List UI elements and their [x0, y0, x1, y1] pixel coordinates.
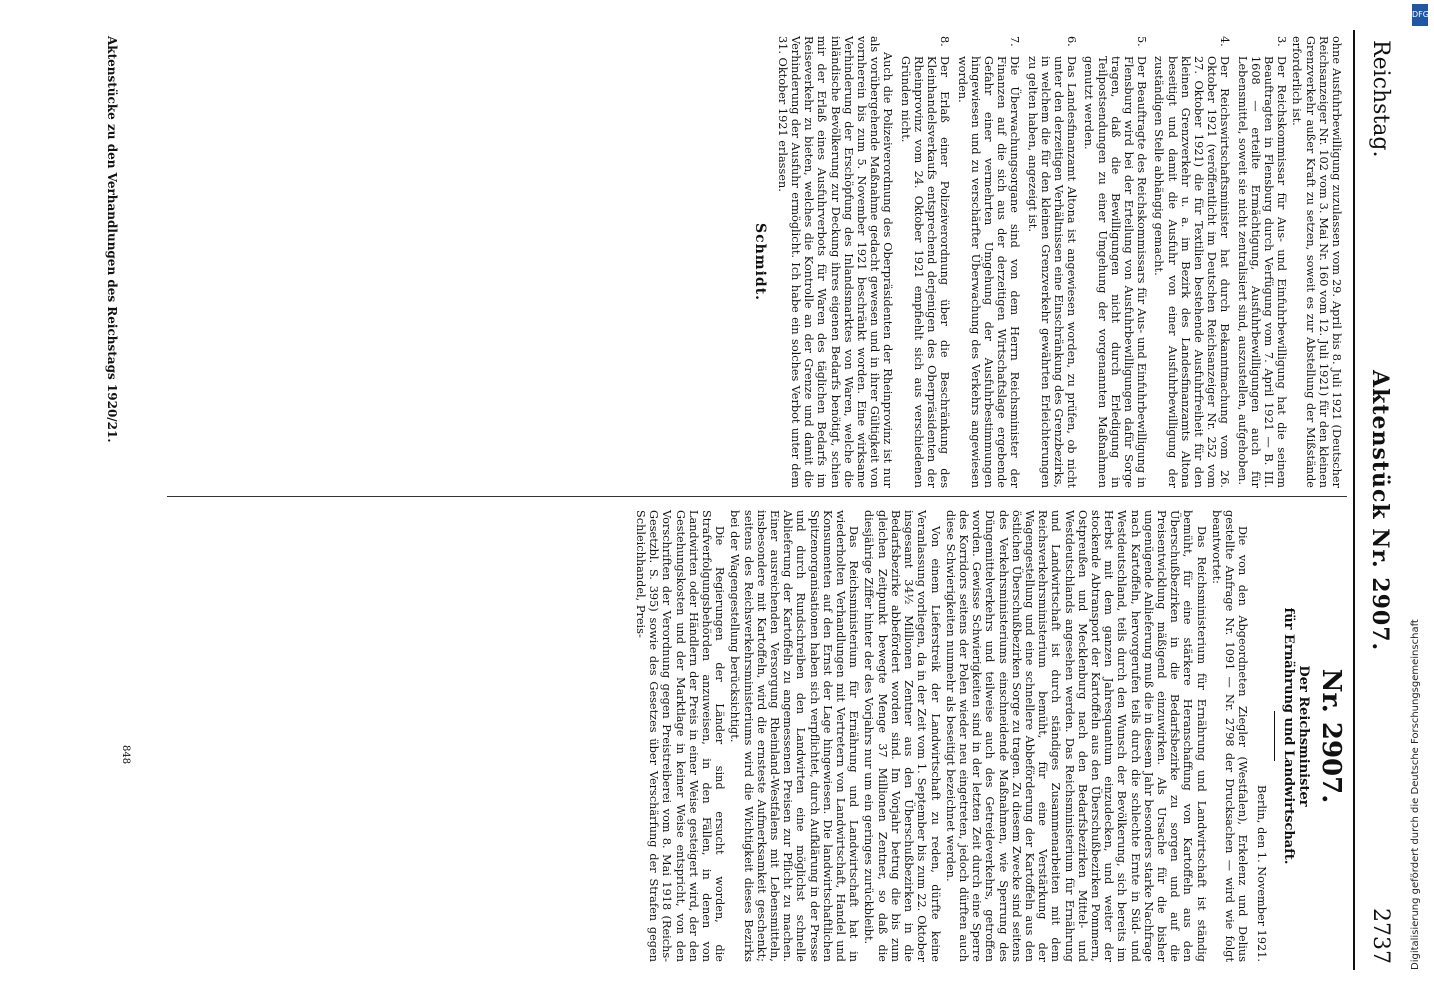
body-paragraph: Die von den Abgeordneten Ziegler (Westfalen), Erkelenz und Delius gestellte Anfrage Nr. 1091 — Nr. 2798 der Drucksachen — wird wie folgt beantwortet:	[1209, 510, 1250, 962]
right-column	[632, 510, 1346, 962]
header-title: Aktenstück Nr. 2907.	[1367, 370, 1393, 652]
page-code: 848	[120, 745, 131, 765]
digitization-credit: Digitalisierung gefördert durch die Deutsche Forschungsgemeinschaft	[1410, 619, 1421, 970]
column-divider	[167, 496, 1347, 497]
header-left: Reichstag.	[1368, 40, 1393, 158]
page-header	[1359, 30, 1399, 970]
left-column	[752, 36, 1343, 488]
short-rule	[1274, 711, 1275, 761]
body-paragraph: Von einem Lieferstreik der Landwirtschaft zu reden, dürfte keine Veranlassung vorliegen, da in der Zeit vom 1. September bis zum 22. Oktober insgesamt 34½ Millionen Zentner aus den Überschußbezirken in die Bedarfsbezirke abbefördert worden sind. Im Vorjahr betrug die bis zum gleichen Zeitpunkt bewegte Menge 37 Millionen Zentner, so daß die diesjährige Ziffer hinter der des Vorjahrs nur um ein geringes zurückbleibt.	[862, 510, 942, 962]
page-number: 2737	[1368, 908, 1393, 964]
body-paragraph: Das Reichsministerium für Ernährung und Landwirtschaft ist ständig bemüht, für eine stärkere Heranschaffung von Kartoffeln aus den Überschußbezirken in die Bedarfsbezirke zu sorgen und auf die Preisentwicklung mäßigend einzuwirken. Als Ursache für die bisher ungenügende Anlieferung muß die in diesem Jahr besonders starke Nachfrage nach Kartoffeln, hervorgerufen teils durch die schlechte Ernte in Süd- und Westdeutschland, teils durch den Wunsch der Bevölkerung, sich bereits im Herbst mit dem ganzen Jahresquantum einzudecken, und weiter der stockende Abtransport der Kartoffeln aus den Überschußbezirken Pommern, Ostpreußen und Mecklenburg nach den Bedarfsbezirken Mittel- und Westdeutschlands angesehen werden. Das Reichsministerium für Ernährung und Landwirtschaft ist durch ständiges Zusammenarbeiten mit dem Reichsverkehrsministerium bemüht, für eine Verstärkung der Wagengestellung und eine schnellere Abbeförderung der Kartoffeln aus den östlichen Überschußbezirken Sorge zu tragen. Zu diesem Zwecke sind seitens des Verkehrsministeriums einschneidende Maßnahmen, wie Sperrung des Düngemittelverkehrs und teilweise auch des Getreideverkehrs, getroffen worden. Gewisse Schwierigkeiten sind in der letzten Zeit durch eine Sperre des Korridors seitens der Polen wieder neu eingetreten, jedoch dürften auch diese Schwierigkeiten nunmehr als beseitigt bezeichnet werden.	[943, 510, 1208, 962]
header-rule	[1353, 30, 1355, 970]
list-item: 4. Der Reichswirtschaftsminister hat durch Bekanntmachung vom 26. Oktober 1921 (veröffentlicht im Deutschen Reichsanzeiger Nr. 252 vom 27. Oktober 1921) die für Textilien bestehende Ausfuhrfreiheit für den kleinen Grenzverkehr u. a. im Bezirk des Landesfinanzamts Altona beseitigt und damit die Ausfuhr von einer Ausfuhrbewilligung der zuständigen Stelle abhängig gemacht.	[1152, 36, 1232, 488]
dfg-logo: DFG	[1412, 4, 1428, 26]
list-item: 6. Das Landesfinanzamt Altona ist angewiesen worden, zu prüfen, ob nicht unter den derzeitigen Verhältnissen eine Einschränkung des Grenzbezirks, in welchem die für den kleinen Grenzverkehr gewährten Erleichterungen zu gelten haben, angezeigt ist.	[1025, 36, 1079, 488]
body-paragraph: Auch die Polizeiverordnung des Oberpräsidenten der Rheinprovinz ist nur als vorübergehende Maßnahme gedacht gewesen und in ihrer Gültigkeit von vornherein bis zum 5. November 1921 beschränkt worden. Eine wirksame Verhinderung der Erschöpfung des Inlandsmarktes von Waren, welche die inländische Bevölkerung zur Deckung ihres eigenen Bedarfs benötigt, schien mir der Erlaß eines Ausfuhrverbots für Waren des täglichen Bedarfs im Reiseverkehr zu bieten, welches die Kontrolle an der Grenze und damit die Verhinderung der Ausfuhr ermöglicht. Ich habe ein solches Verbot unter dem 31. Oktober 1921 erlassen.	[775, 36, 895, 488]
body-paragraph: Das Reichsministerium für Ernährung und Landwirtschaft hat in wiederholten Verhandlungen mit Vertretern von Landwirtschaft, Handel und Konsumenten auf den Ernst der Lage hingewiesen. Die landwirtschaftlichen Spitzenorganisationen haben sich verpflichtet, durch Aufklärung in der Presse und durch Rundschreiben den Landwirten eine möglichst schnelle Ablieferung der Kartoffeln zu angemessenen Preisen zur Pflicht zu machen. Einer ausreichenden Versorgung Rheinland-Westfalens mit Lebensmitteln, insbesondere mit Kartoffeln, wird die ernsteste Aufmerksamkeit geschenkt; seitens des Reichsverkehrsministeriums wird die Wichtigkeit dieses Bezirks bei der Wagengestellung berücksichtigt.	[728, 510, 861, 962]
date-line: Berlin, den 1. November 1921.	[1255, 785, 1269, 962]
list-item: 8. Der Erlaß einer Polizeiverordnung über die Beschränkung des Kleinhandelsverkaufs entsprechend derjenigen des Oberpräsidenten der Rheinprovinz vom 24. Oktober 1921 empfiehlt sich aus verschiedenen Gründen nicht.	[898, 36, 952, 488]
department-title: Der Reichsminister	[1295, 665, 1311, 807]
body-paragraph: Die Regierungen der Länder sind ersucht worden, die Strafverfolgungsbehörden anzuweisen, in den Fällen, in denen von Landwirten oder Händlern der Preis in einer Weise gesteigert wird, der den Gestehungskosten und der Marktlage in keiner Weise entspricht, von den Vorschriften der Verordnung gegen Preistreiberei vom 8. Mai 1918 (Reichs-Gesetzbl. S. 395) sowie des Gesetzes über Verschärfung der Strafen gegen Schleichhandel, Preis-	[634, 510, 727, 962]
footer-source: Aktenstücke zu den Verhandlungen des Reichstags 1920/21.	[105, 36, 119, 443]
department-subtitle: für Ernährung und Landwirtschaft.	[1280, 607, 1296, 865]
rotated-page	[69, 30, 1399, 970]
signature: Schmidt.	[751, 222, 768, 302]
document-number: Nr. 2907.	[1316, 668, 1346, 804]
list-item: 5. Der Beauftragte des Reichskommissars für Aus- und Einfuhrbewilligung in Flensburg wird bei der Erteilung von Ausfuhrbewilligungen dafür Sorge tragen, daß die Bewilligungen nicht durch Erledigung in Teilpostsendungen zu einer Umgehung der vorgenannten Maßnahmen genutzt werden.	[1082, 36, 1149, 488]
intro-paragraph: ohne Ausfuhrbewilligung zuzulassen vom 29. April bis 8. Juli 1921 (Deutscher Reichsanzeiger Nr. 102 vom 3. Mai Nr. 160 vom 12. Juli 1921) für den kleinen Grenzverkehr außer Kraft zu setzen, soweit es zur Abstellung der Mißstände erforderlich ist.	[1290, 36, 1343, 488]
list-item: 7. Die Überwachungsorgane sind von dem Herrn Reichsminister der Finanzen auf die sich aus der derzeitigen Wirtschaftslage ergebende Gefahr einer vermehrten Umgehung der Ausfuhrbestimmungen hingewiesen und zu verschärfter Überwachung des Verkehrs angewiesen worden.	[955, 36, 1022, 488]
list-item: 3. Der Reichskommissar für Aus- und Einfuhrbewilligung hat die seinem Beauftragten in Flensburg durch Verfügung vom 7. April 1921 — B. III. 1608 — erteilte Ermächtigung, Ausfuhrbewilligungen auch für Lebensmittel, soweit sie nicht zentralisiert sind, auszustellen, aufgehoben.	[1235, 36, 1289, 488]
